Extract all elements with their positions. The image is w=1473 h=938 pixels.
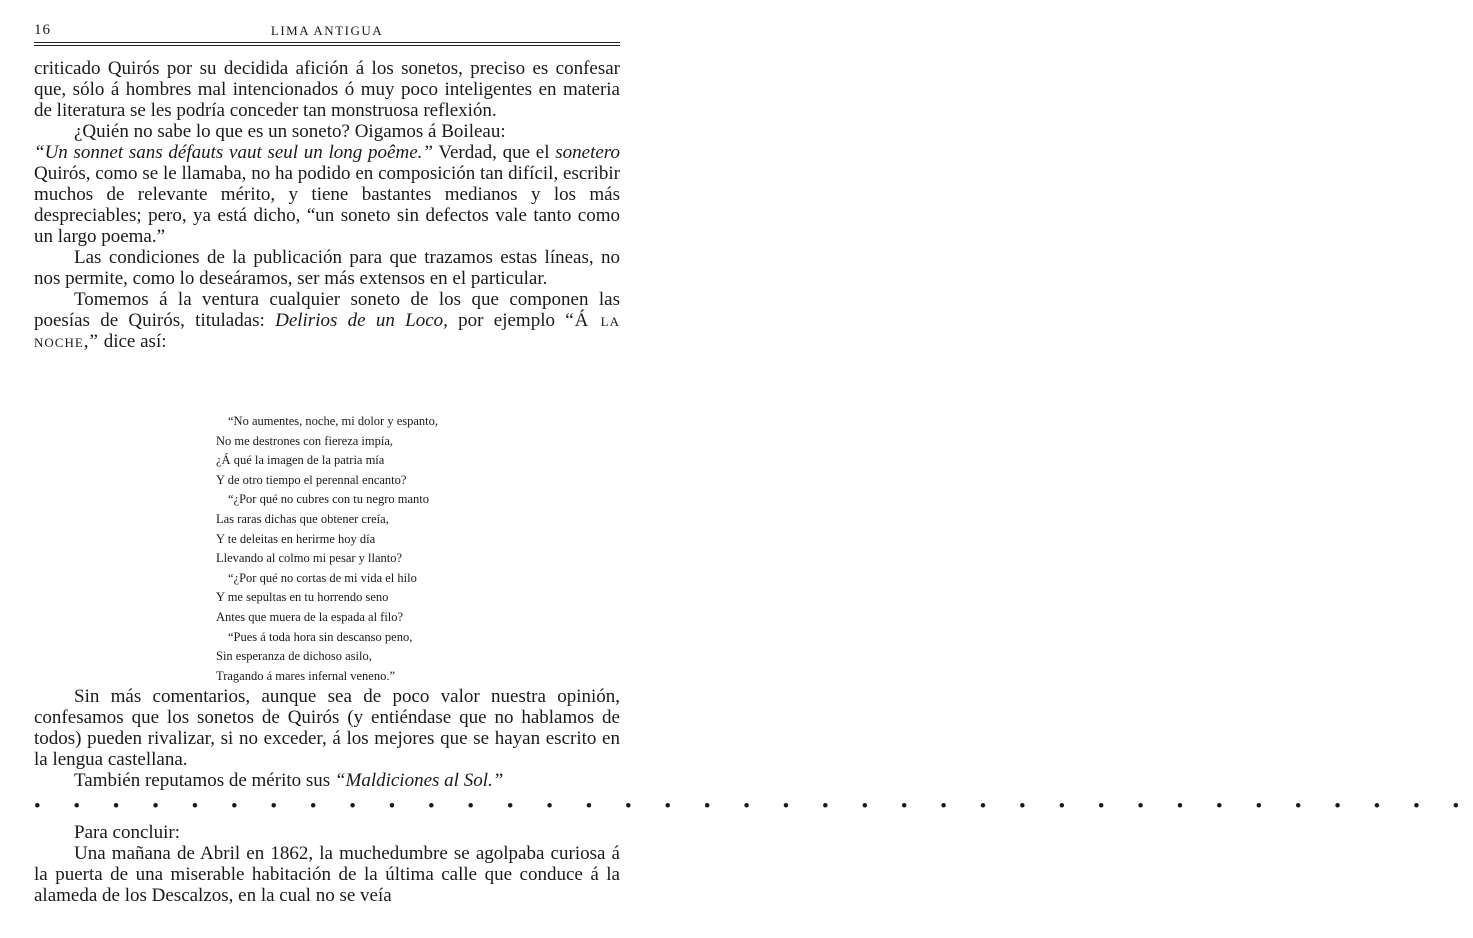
paragraph-tomemos-text-b: por ejemplo [447,310,566,331]
paragraph-soneto-lead: ¿Quién no sabe lo que es un soneto? Oigamos á Boileau: [74,121,506,142]
maldiciones-title: “Maldiciones al Sol.” [334,770,504,791]
paragraph-tomemos-text-c: dice así: [98,331,167,352]
paragraph-tomemos-text-a: Tomemos á la ventura cualquier soneto de los que componen las poesías de Quirós, tituladas: [34,289,620,331]
book-title: Delirios de un Loco, [275,310,448,331]
poem-line: “Pues á toda hora sin descanso peno, [228,629,413,644]
page-number: 16 [34,22,51,38]
post-poem-text [34,686,620,791]
pre-poem-text [34,58,620,352]
paragraph-abril: Una mañana de Abril en 1862, la muchedumbre se agolpaba curiosa á la puerta de una miserable habitación de la última calle que conduce á la alameda de los Descalzos, en la cual no se veía [34,843,620,906]
header-rule-double [34,45,620,46]
poem-line: Las raras dichas que obtener creía, [216,511,389,526]
poem-line: Y me sepultas en tu horrendo seno [216,590,389,605]
poem-line: No me destrones con fiereza impía, [216,433,394,448]
sonetero-term: sonetero [555,142,620,163]
paragraph-soneto-text-b: Quirós, como se le llamaba, no ha podido en composición tan difícil, escribir muchos de relevante mérito, y tiene bastantes medianos y los más despreciables; pero, ya está dicho, “un soneto sin defectos vale tanto como un largo poema.” [34,163,620,247]
poem-line: Antes que muera de la espada al filo? [216,609,404,624]
poem-line: Y de otro tiempo el perennal encanto? [216,472,407,487]
paragraph-para-concluir: Para concluir: [74,822,181,843]
poem-line: Tragando á mares infernal veneno.” [216,668,395,683]
poem-title-ref: “Á la noche,” [34,310,621,352]
header-rule [34,42,620,43]
paragraph-soneto-text-a: Verdad, que el [432,142,556,163]
paragraph-continuation: criticado Quirós por su decidida afición á los sonetos, preciso es confesar que, sólo á hombres mal intencionados ó muy poco inteligentes en materia de literatura se les podría conceder tan monstruosa reflexión. [34,58,620,121]
paragraph-maldiciones-text: También reputamos de mérito sus [74,770,335,791]
paragraph-comentarios: Sin más comentarios, aunque sea de poco valor nuestra opinión, confesamos que los sonetos de Quirós (y entiéndase que no hablamos de todos) pueden rivalizar, si no exceder, á los mejores que se hayan escrito en la lengua castellana. [34,686,620,770]
paragraph-maldiciones [34,770,620,791]
poem-line: Llevando al colmo mi pesar y llanto? [216,551,403,566]
poem-line: Sin esperanza de dichoso asilo, [216,649,372,664]
closing-text [34,822,620,906]
page-header [34,22,620,42]
running-title: LIMA ANTIGUA [270,23,384,38]
section-break-dots: • • • • • • • • • • • • • • • • • • • • • • • • • • • • • • • • • • • • • [34,796,1473,817]
poem-line: “¿Por qué no cortas de mi vida el hilo [228,570,417,585]
sonnet-quote [216,412,546,686]
paragraph-tomemos [34,289,620,352]
boileau-quote: “Un sonnet sans défauts vaut seul un long poême.” [34,142,433,163]
paragraph-conditions: Las condiciones de la publicación para que trazamos estas líneas, no nos permite, como lo deseáramos, ser más extensos en el particular. [34,247,620,289]
poem-line: “No aumentes, noche, mi dolor y espanto, [228,414,439,428]
paragraph-soneto [34,121,620,247]
poem-line: Y te deleitas en herirme hoy día [216,531,376,546]
poem-line: “¿Por qué no cubres con tu negro manto [228,492,429,507]
poem-line: ¿Á qué la imagen de la patria mía [216,453,385,468]
